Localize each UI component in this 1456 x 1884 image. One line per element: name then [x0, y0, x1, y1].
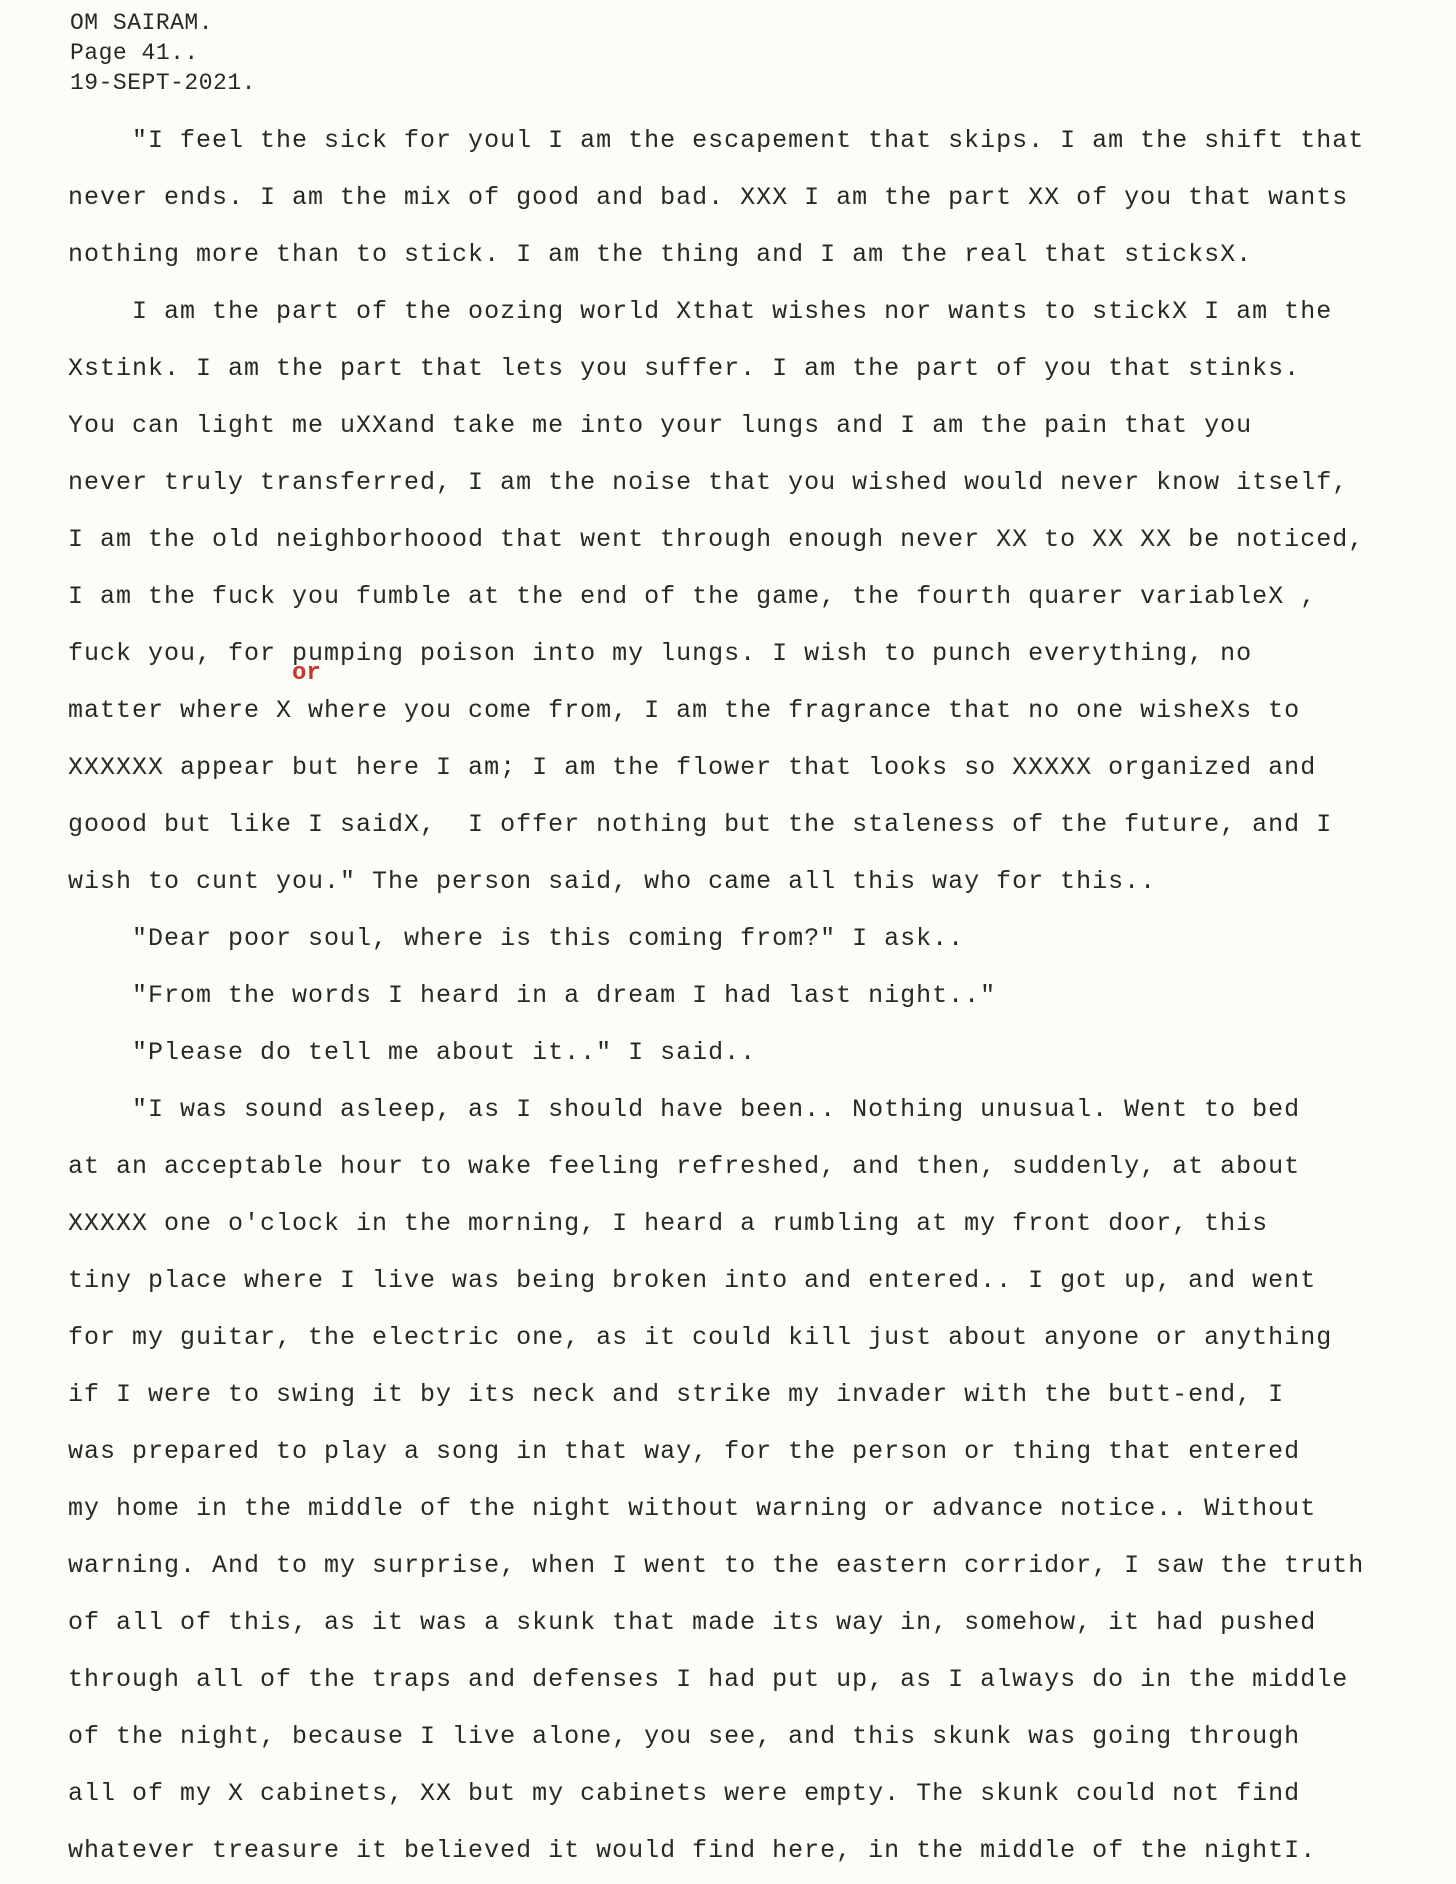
page-number: Page 41.. [70, 40, 199, 66]
page-date: 19-SEPT-2021. [70, 70, 256, 96]
text-line: matter where X where you come from, I am the fragrance that no one wisheXs to [68, 696, 1301, 725]
header-title: OM SAIRAM. [70, 10, 214, 36]
text-line: "From the words I heard in a dream I had last night.." [68, 981, 997, 1010]
text-line: wish to cunt you." The person said, who came all this way for this.. [68, 867, 1157, 896]
text-line: I am the part of the oozing world Xthat wishes nor wants to stickX I am the [68, 297, 1333, 326]
text-line: XXXXXX appear but here I am; I am the flower that looks so XXXXX organized and [68, 753, 1317, 782]
text-line: "I was sound asleep, as I should have been.. Nothing unusual. Went to bed [68, 1095, 1301, 1124]
page-header [70, 8, 256, 98]
text-line: at an acceptable hour to wake feeling refreshed, and then, suddenly, at about [68, 1152, 1301, 1181]
text-line: never truly transferred, I am the noise that you wished would never know itself, [68, 468, 1349, 497]
text-line: my home in the middle of the night without warning or advance notice.. Without [68, 1494, 1317, 1523]
handwritten-annotation: or [292, 660, 321, 687]
text-line: "I feel the sick for youl I am the escapement that skips. I am the shift that [68, 126, 1365, 155]
text-line: I am the fuck you fumble at the end of the game, the fourth quarer variableX , [68, 582, 1317, 611]
text-line: XXXXX one o'clock in the morning, I heard a rumbling at my front door, this [68, 1209, 1269, 1238]
text-line: was prepared to play a song in that way, for the person or thing that entered [68, 1437, 1301, 1466]
text-line: of the night, because I live alone, you see, and this skunk was going through [68, 1722, 1301, 1751]
body-text [68, 112, 1438, 1879]
text-line: whatever treasure it believed it would find here, in the middle of the nightI. [68, 1836, 1317, 1865]
text-line: all of my X cabinets, XX but my cabinets were empty. The skunk could not find [68, 1779, 1301, 1808]
text-line: goood but like I saidX, I offer nothing but the staleness of the future, and I [68, 810, 1333, 839]
text-line: "Dear poor soul, where is this coming from?" I ask.. [68, 924, 965, 953]
text-line: tiny place where I live was being broken into and entered.. I got up, and went [68, 1266, 1317, 1295]
text-line: Xstink. I am the part that lets you suffer. I am the part of you that stinks. [68, 354, 1301, 383]
text-line: You can light me uXXand take me into your lungs and I am the pain that you [68, 411, 1253, 440]
text-line: nothing more than to stick. I am the thing and I am the real that sticksX. [68, 240, 1253, 269]
text-line: I am the old neighborhoood that went through enough never XX to XX XX be noticed, [68, 525, 1365, 554]
text-line: "Please do tell me about it.." I said.. [68, 1038, 757, 1067]
text-line: through all of the traps and defenses I had put up, as I always do in the middle [68, 1665, 1349, 1694]
text-line: fuck you, for pumping poison into my lungs. I wish to punch everything, no [68, 639, 1253, 668]
text-line: of all of this, as it was a skunk that made its way in, somehow, it had pushed [68, 1608, 1317, 1637]
text-line: if I were to swing it by its neck and strike my invader with the butt-end, I [68, 1380, 1285, 1409]
text-line: for my guitar, the electric one, as it could kill just about anyone or anything [68, 1323, 1333, 1352]
text-line: warning. And to my surprise, when I went to the eastern corridor, I saw the truth [68, 1551, 1365, 1580]
text-line: never ends. I am the mix of good and bad. XXX I am the part XX of you that wants [68, 183, 1349, 212]
